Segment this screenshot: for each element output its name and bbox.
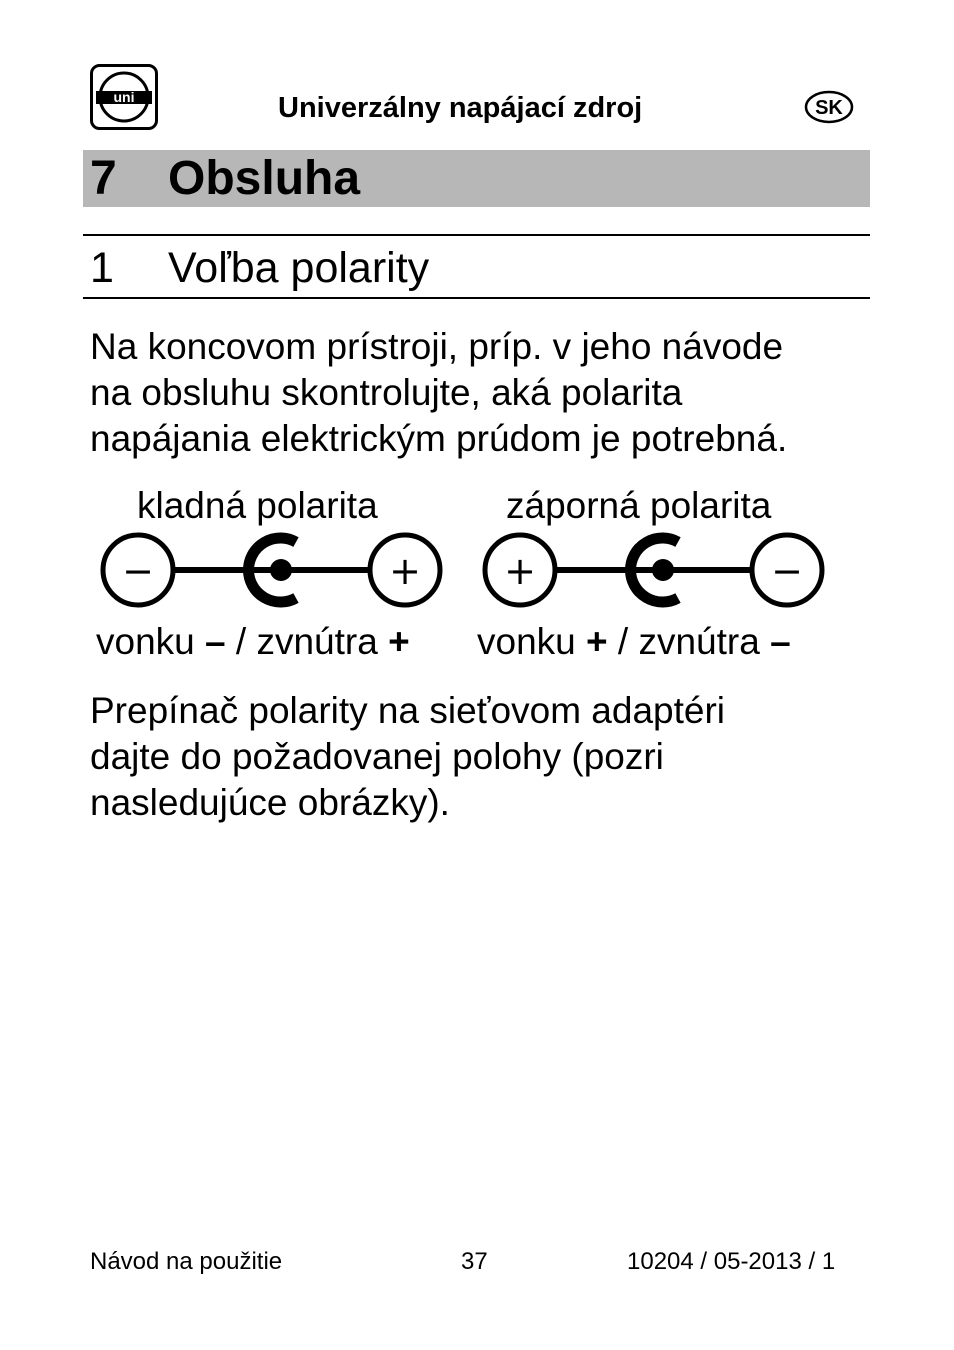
section-number: 1 xyxy=(90,244,114,292)
separator: / xyxy=(617,621,629,662)
switch-line: nasledujúce obrázky). xyxy=(90,782,450,823)
center-pin-icon xyxy=(270,559,292,581)
switch-line: Prepínač polarity na sieťovom adaptéri xyxy=(90,690,725,731)
section-title: Voľba polarity xyxy=(168,244,430,292)
outer-sign: + xyxy=(586,621,608,662)
switch-paragraph xyxy=(90,688,890,826)
outer-word: vonku xyxy=(477,621,576,662)
document-title: Univerzálny napájací zdroj xyxy=(278,92,643,124)
footer-manual-label: Návod na použitie xyxy=(90,1248,283,1275)
section-top-rule xyxy=(83,234,870,236)
intro-line: napájania elektrickým prúdom je potrebná. xyxy=(90,418,788,459)
plus-icon: + xyxy=(504,549,536,593)
center-pin-icon xyxy=(652,559,674,581)
positive-polarity-diagram xyxy=(98,530,444,619)
chapter-number: 7 xyxy=(90,152,117,205)
footer-page-number: 37 xyxy=(461,1248,488,1275)
intro-line: Na koncovom prístroji, príp. v jeho návode xyxy=(90,326,784,367)
separator: / xyxy=(235,621,247,662)
inner-sign: – xyxy=(770,621,791,662)
language-badge xyxy=(804,90,854,124)
outer-word: vonku xyxy=(96,621,195,662)
intro-paragraph xyxy=(90,324,890,462)
positive-polarity-label: kladná polarita xyxy=(137,485,378,526)
inner-word: zvnútra xyxy=(638,621,760,662)
brand-logo xyxy=(90,64,158,130)
language-badge-text: SK xyxy=(815,97,843,119)
intro-line: na obsluhu skontrolujte, aká polarita xyxy=(90,372,683,413)
plus-icon: + xyxy=(389,549,421,593)
inner-word: zvnútra xyxy=(256,621,378,662)
negative-polarity-description xyxy=(477,620,791,664)
switch-line: dajte do požadovanej polohy (pozri xyxy=(90,736,664,777)
minus-icon: − xyxy=(771,549,803,593)
outer-sign: – xyxy=(205,621,226,662)
brand-logo-text: uni xyxy=(113,89,135,105)
positive-polarity-description xyxy=(96,620,410,664)
minus-icon: − xyxy=(122,549,154,593)
section-bottom-rule xyxy=(83,297,870,299)
footer-document-code: 10204 / 05-2013 / 1 xyxy=(627,1248,836,1275)
chapter-title: Obsluha xyxy=(168,152,361,205)
negative-polarity-label: záporná polarita xyxy=(506,485,772,526)
negative-polarity-diagram xyxy=(480,530,826,619)
inner-sign: + xyxy=(388,621,410,662)
